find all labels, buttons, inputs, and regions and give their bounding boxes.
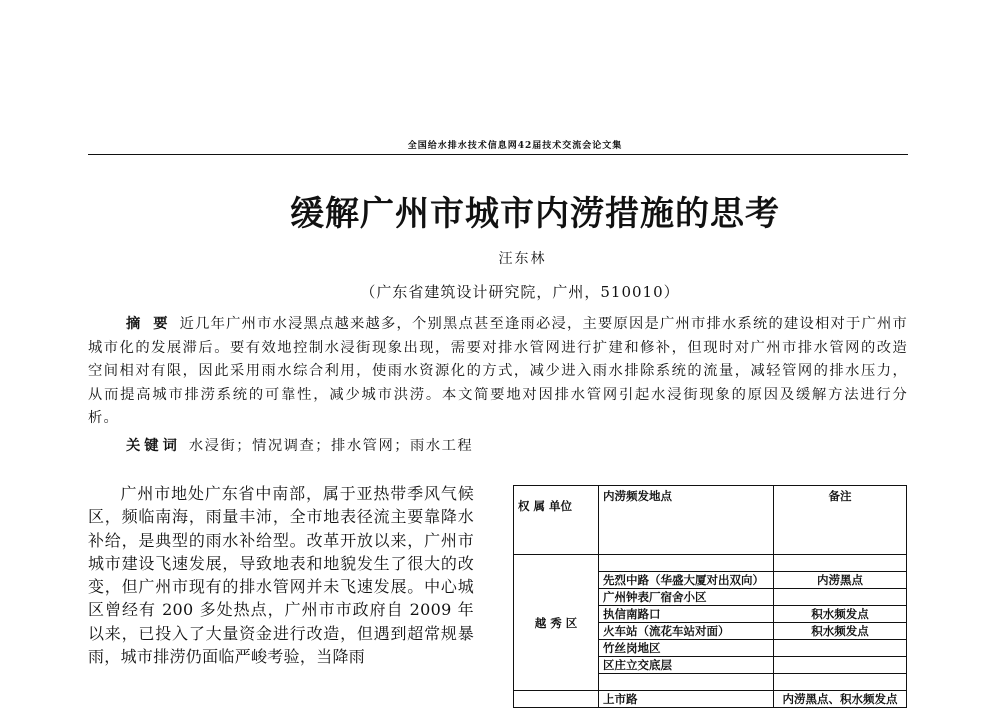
- running-header: 全国给水排水技术信息网42届技术交流会论文集: [407, 141, 623, 151]
- header-location: 内涝频发地点: [599, 486, 774, 555]
- row-location: 竹丝岗地区: [599, 640, 774, 657]
- table-spacer-row: [514, 555, 907, 572]
- district-cell: 越 秀 区: [514, 555, 599, 691]
- affiliation: （广东省建筑设计研究院，广州，510010）: [360, 283, 680, 301]
- row-location: 火车站（流花车站对面）: [599, 623, 774, 640]
- abstract-text: 近几年广州市水浸黑点越来越多，个别黑点甚至逢雨必浸，主要原因是广州市排水系统的建设相对于广州市城市化的发展滞后。要有效地控制水浸街现象出现，需要对排水管网进行扩建和修补，但现时对广州市排水管网的改造空间相对有限，因此采用雨水综合利用，使雨水资源化的方式，减少进入雨水排除系统的流量，减轻管网的排水压力，从而提高城市排涝系统的可靠性，减少城市洪涝。本文简要地对因排水管网引起水浸街现象的原因及缓解方法进行分析。: [88, 316, 908, 426]
- body-paragraph: [88, 482, 474, 668]
- table-header-row: [514, 486, 907, 555]
- body-paragraph-text: 广州市地处广东省中南部，属于亚热带季风气候区，频临南海，雨量丰沛，全市地表径流主要靠降水补给，是典型的雨水补给型。改革开放以来，广州市城市建设飞速发展，导致地表和地貌发生了很大的改变，但广州市现有的排水管网并未飞速发展。中心城区曾经有 200 多处热点，广州市市政府自 2009 年以来，已投入了大量资金进行改造，但遇到超常规暴雨，城市排涝仍面临严峻考验，当降雨: [88, 484, 474, 667]
- paper-title: 缓解广州市城市内涝措施的思考: [290, 194, 780, 234]
- waterlogging-table: [513, 485, 907, 708]
- author: 汪东林: [498, 251, 547, 267]
- row-note: [774, 589, 907, 606]
- row-location: 区庄立交底层: [599, 657, 774, 674]
- abstract: [88, 313, 908, 431]
- row-location: 执信南路口: [599, 606, 774, 623]
- row-note: 内涝黑点、积水频发点: [774, 691, 907, 708]
- header-note: 备注: [774, 486, 907, 555]
- abstract-label: 摘 要: [126, 316, 172, 332]
- header-owner: 权 属 单位: [514, 486, 599, 555]
- row-note: [774, 640, 907, 657]
- row-location: 广州钟表厂宿舍小区: [599, 589, 774, 606]
- row-note: 内涝黑点: [774, 572, 907, 589]
- header-rule: [88, 154, 908, 155]
- row-note: 积水频发点: [774, 623, 907, 640]
- keywords-text: 水浸街；情况调查；排水管网；雨水工程: [188, 438, 474, 454]
- row-note: [774, 657, 907, 674]
- keywords: [126, 435, 906, 455]
- row-note: 积水频发点: [774, 606, 907, 623]
- table-row: [514, 691, 907, 708]
- keywords-label: 关键词: [126, 438, 181, 454]
- row-location: 上市路: [599, 691, 774, 708]
- row-location: 先烈中路（华盛大厦对出双向）: [599, 572, 774, 589]
